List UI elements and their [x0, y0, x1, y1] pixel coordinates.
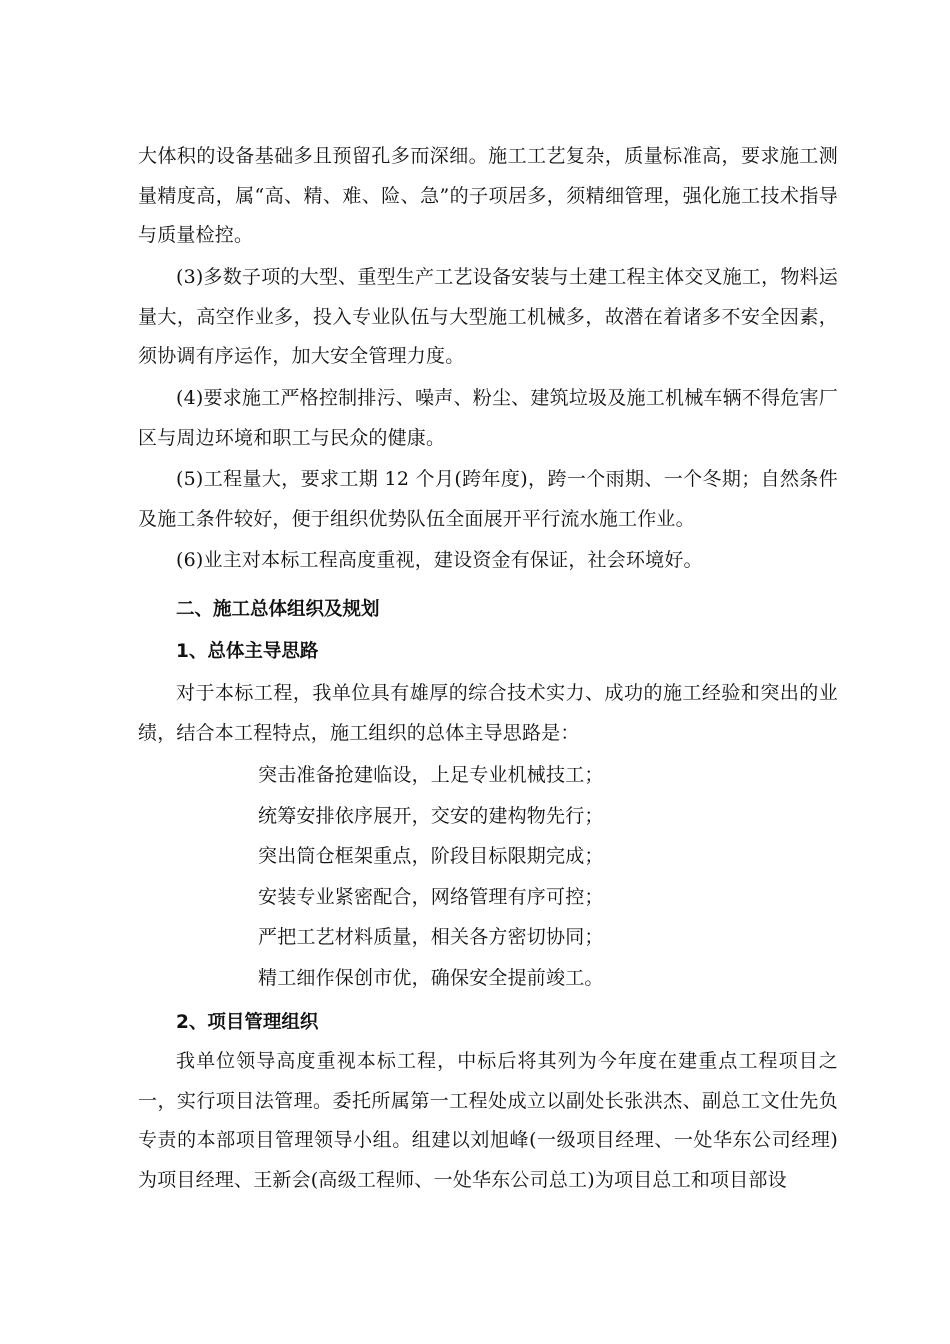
paragraph-item-5: (5)工程量大，要求工期 12 个月(跨年度)，跨一个雨期、一个冬期；自然条件及施工条件较好，便于组织优势队伍全面展开平行流水施工作业。 — [138, 468, 838, 530]
subsection-heading-2: 2、项目管理组织 — [176, 1012, 319, 1033]
paragraph-management: 我单位领导高度重视本标工程，中标后将其列为今年度在建重点工程项目之一，实行项目法管理。委托所属第一工程处成立以副处长张洪杰、副总工文仕先负专责的本部项目管理领导小组。组建以刘旭峰(一级项目经理、一处华东公司经理)为项目经理、王新会(高级工程师、一处华东公司总工)为项目总工和项目部设 — [138, 1050, 838, 1191]
verse-line: 安装专业紧密配合，网络管理有序可控； — [258, 885, 604, 908]
verse-line: 精工细作保创市优，确保安全提前竣工。 — [258, 966, 604, 989]
paragraph-item-6: (6)业主对本标工程高度重视，建设资金有保证，社会环境好。 — [176, 549, 703, 571]
guiding-verse — [258, 755, 604, 998]
paragraph-item-3: (3)多数子项的大型、重型生产工艺设备安装与土建工程主体交叉施工，物料运量大，高空作业多，投入专业队伍与大型施工机械多，故潜在着诸多不安全因素，须协调有序运作，加大安全管理力度。 — [138, 266, 838, 367]
verse-line: 突击准备抢建临设，上足专业机械技工； — [258, 764, 604, 786]
verse-line: 统筹安排依序展开，交安的建构物先行； — [258, 804, 604, 827]
paragraph-approach: 对于本标工程，我单位具有雄厚的综合技术实力、成功的施工经验和突出的业绩，结合本工程特点，施工组织的总体主导思路是： — [138, 682, 838, 744]
verse-line: 严把工艺材料质量，相关各方密切协同； — [258, 926, 604, 948]
paragraph-continuation: 大体积的设备基础多且预留孔多而深细。施工工艺复杂，质量标准高，要求施工测量精度高，属“高、精、难、险、急”的子项居多，须精细管理，强化施工技术指导与质量检控。 — [138, 145, 838, 246]
verse-line: 突出筒仓框架重点，阶段目标限期完成； — [258, 845, 604, 867]
section-heading: 二、施工总体组织及规划 — [176, 599, 380, 620]
paragraph-item-4: (4)要求施工严格控制排污、噪声、粉尘、建筑垃圾及施工机械车辆不得危害厂区与周边环境和职工与民众的健康。 — [138, 387, 838, 449]
subsection-heading-1: 1、总体主导思路 — [176, 641, 319, 662]
